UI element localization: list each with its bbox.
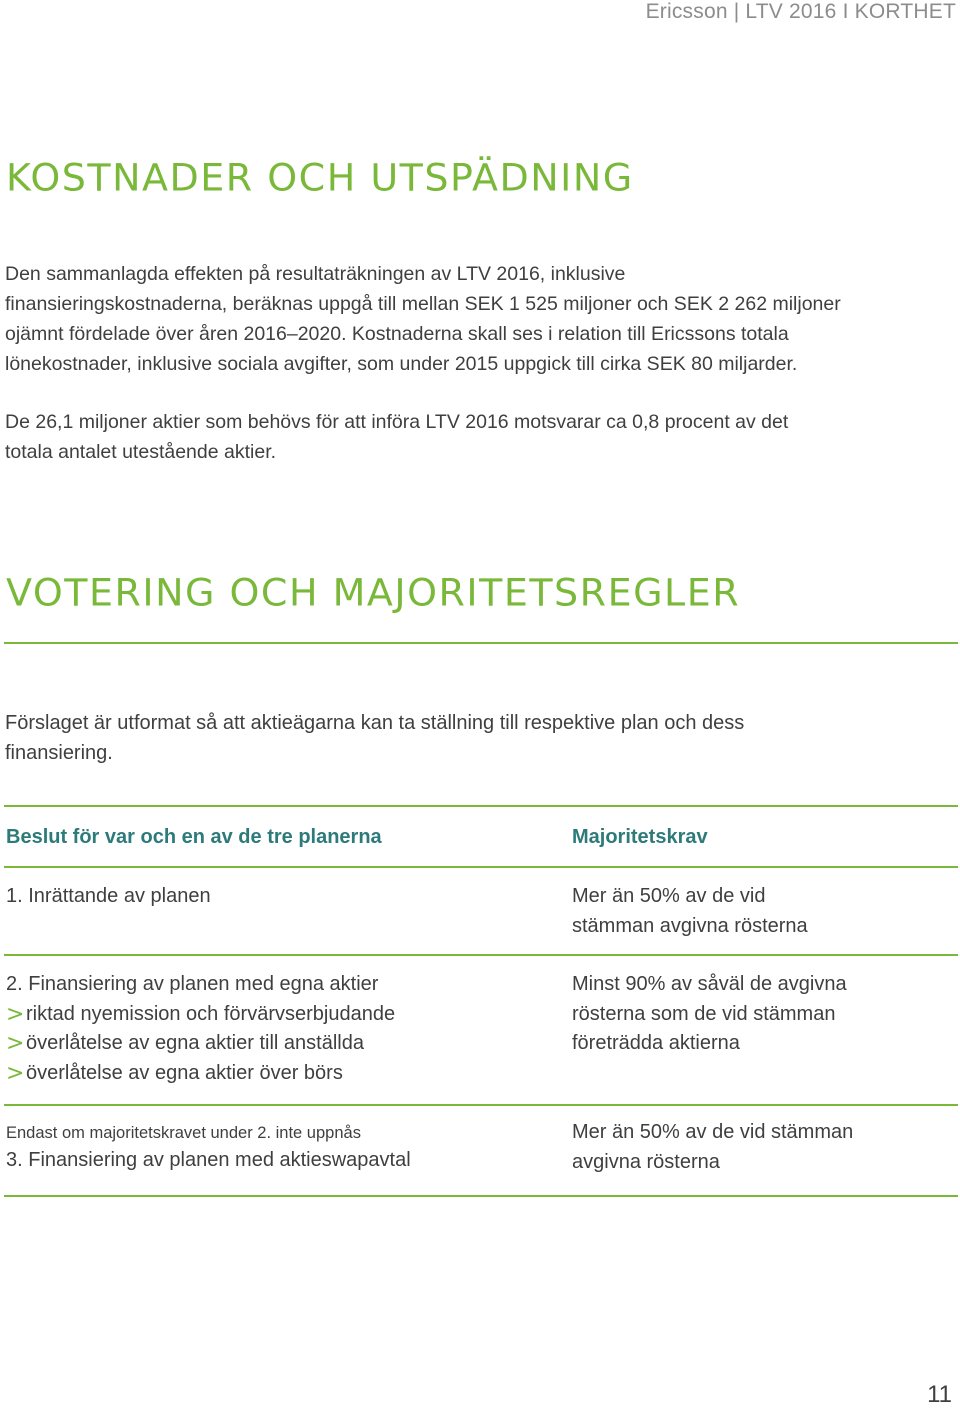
section-heading-voting: VOTERING OCH MAJORITETSREGLER bbox=[6, 571, 741, 615]
table-row-rule bbox=[4, 954, 958, 956]
text-line: 3. Finansiering av planen med aktieswapavtal bbox=[6, 1149, 411, 1171]
text-line: Mer än 50% av de vid stämman bbox=[572, 1121, 854, 1143]
table-header-decision: Beslut för var och en av de tre planerna bbox=[6, 826, 382, 848]
list-item bbox=[6, 1059, 546, 1089]
table-row-3-majority bbox=[572, 1118, 952, 1177]
table-bottom-rule bbox=[4, 1195, 958, 1197]
text-line: Den sammanlagda effekten på resultaträkningen av LTV 2016, inklusive bbox=[5, 263, 626, 285]
table-row-1-decision: 1. Inrättande av planen bbox=[6, 885, 211, 907]
text-line: lönekostnader, inklusive sociala avgifter, som under 2015 uppgick till cirka SEK 80 miljarder. bbox=[5, 353, 798, 375]
chevron-right-icon: > bbox=[6, 1001, 25, 1027]
list-item bbox=[6, 1000, 546, 1030]
text-line: finansiering. bbox=[5, 742, 113, 764]
text-line: Förslaget är utformat så att aktieägarna kan ta ställning till respektive plan och dess bbox=[5, 712, 745, 734]
text-line: avgivna rösterna bbox=[572, 1150, 720, 1173]
text-line: stämman avgivna rösterna bbox=[572, 914, 808, 937]
text-line: De 26,1 miljoner aktier som behövs för att införa LTV 2016 motsvarar ca 0,8 procent av det bbox=[5, 411, 789, 433]
chevron-right-icon: > bbox=[6, 1060, 25, 1086]
list-item-label: överlåtelse av egna aktier över börs bbox=[26, 1061, 343, 1084]
text-line: Minst 90% av såväl de avgivna bbox=[572, 973, 847, 995]
table-header-majority: Majoritetskrav bbox=[572, 826, 708, 848]
list-item bbox=[6, 1029, 546, 1059]
costs-paragraph bbox=[5, 259, 955, 379]
chevron-right-icon: > bbox=[6, 1031, 25, 1056]
text-line: totala antalet utestående aktier. bbox=[5, 441, 277, 463]
table-row-2-decision bbox=[6, 970, 546, 1088]
table-row-2-majority bbox=[572, 970, 952, 1059]
table-row-3-decision bbox=[6, 1120, 546, 1176]
text-line: rösterna som de vid stämman bbox=[572, 1002, 836, 1025]
text-line: ojämnt fördelade över åren 2016–2020. Kostnaderna skall ses i relation till Ericssons totala bbox=[5, 323, 789, 345]
text-line: företrädda aktierna bbox=[572, 1032, 740, 1054]
table-row-1-majority bbox=[572, 882, 952, 941]
section-heading-costs: KOSTNADER OCH UTSPÄDNING bbox=[6, 156, 634, 200]
dilution-paragraph bbox=[5, 407, 955, 467]
list-item-label: överlåtelse av egna aktier till anställda bbox=[26, 1032, 364, 1054]
text-line: Mer än 50% av de vid bbox=[572, 885, 766, 907]
text-line: 2. Finansiering av planen med egna aktier bbox=[6, 973, 379, 995]
section-divider bbox=[4, 642, 958, 644]
table-row-3-note: Endast om majoritetskravet under 2. inte uppnås bbox=[6, 1124, 361, 1142]
table-header-rule bbox=[4, 866, 958, 868]
text-line: finansieringskostnaderna, beräknas uppgå till mellan SEK 1 525 miljoner och SEK 2 262 miljoner bbox=[5, 293, 841, 315]
document-header: Ericsson | LTV 2016 I KORTHET bbox=[645, 0, 956, 23]
table-top-rule bbox=[4, 805, 958, 807]
page-number: 11 bbox=[927, 1381, 952, 1408]
list-item-label: riktad nyemission och förvärvserbjudande bbox=[26, 1002, 396, 1025]
voting-intro-paragraph bbox=[5, 708, 955, 768]
table-row-rule bbox=[4, 1104, 958, 1106]
